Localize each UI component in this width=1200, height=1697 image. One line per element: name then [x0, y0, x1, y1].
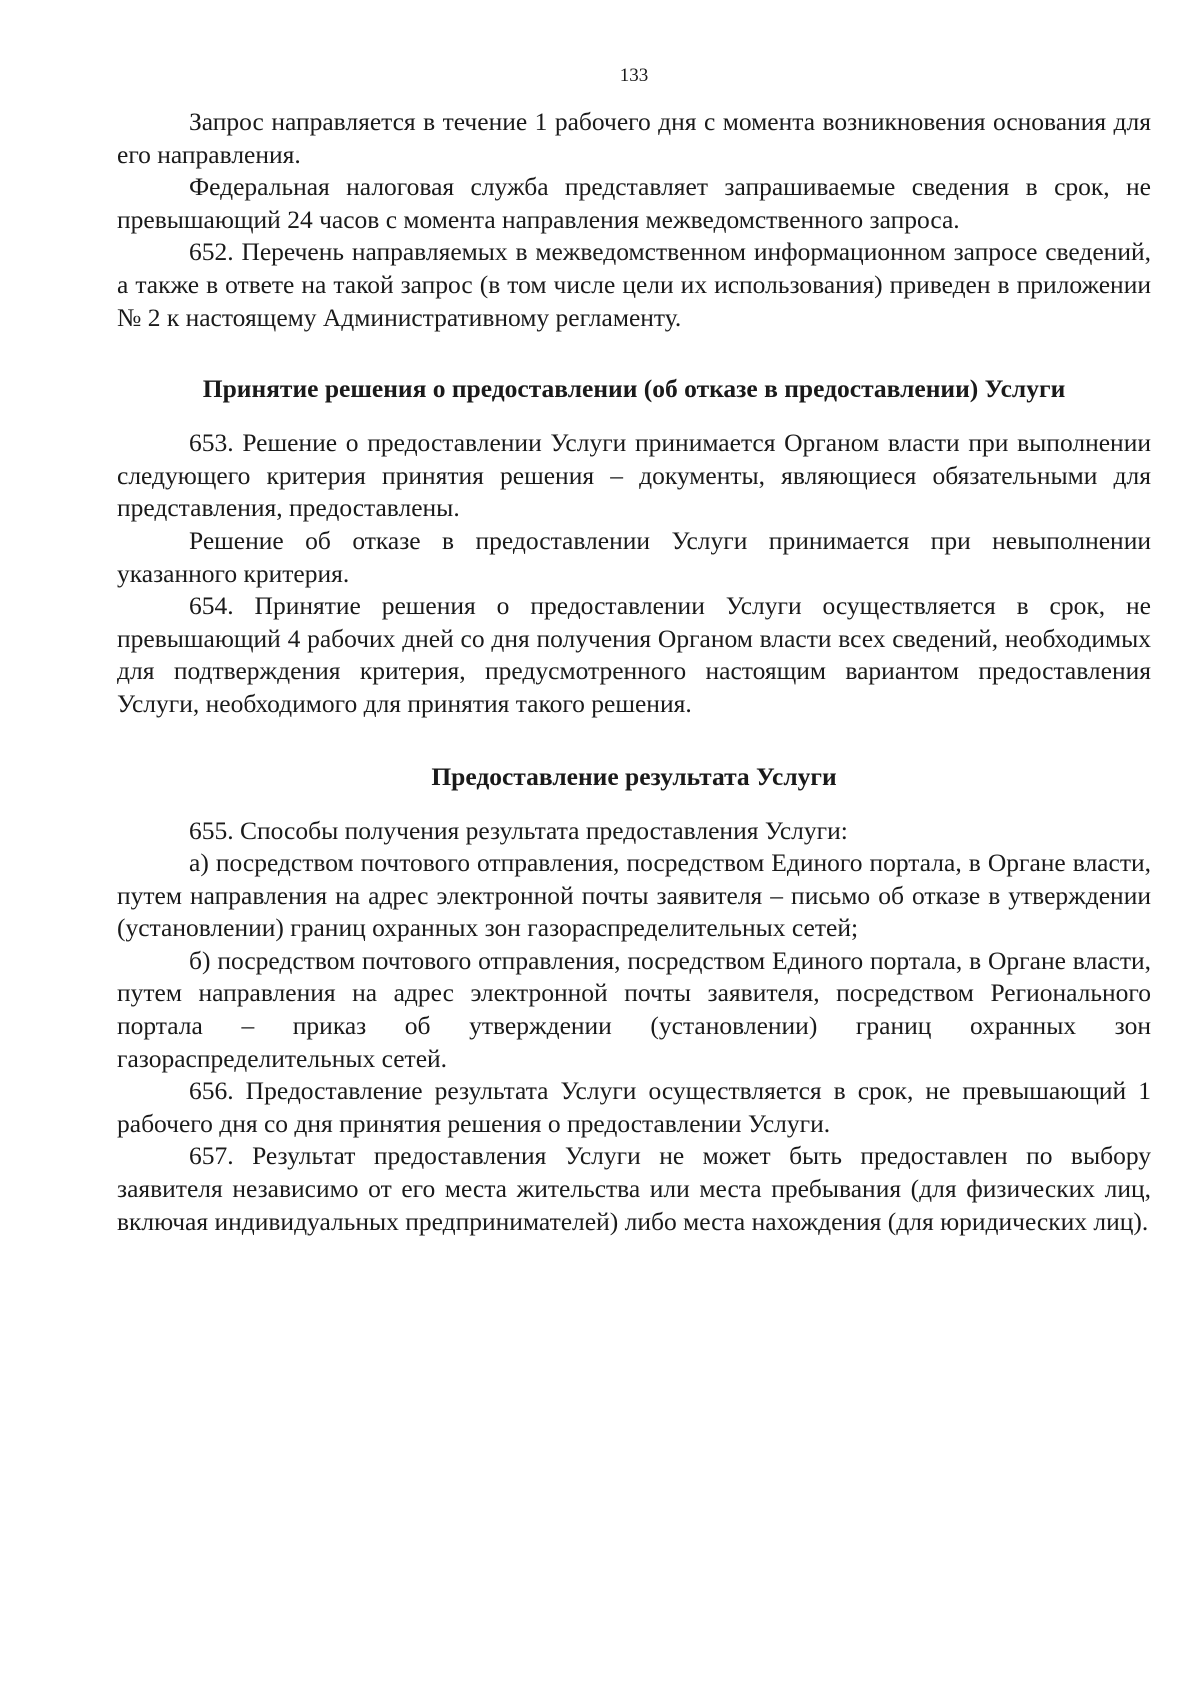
paragraph-refusal-decision: Решение об отказе в предоставлении Услуги принимается при невыполнении указанного критерия.: [117, 525, 1151, 588]
paragraph-657: 657. Результат предоставления Услуги не может быть предоставлен по выбору заявителя независимо от его места жительства или места пребывания (для физических лиц, включая индивидуальных предпринимателей) либо места нахождения (для юридических лиц).: [117, 1141, 1151, 1236]
document-page: [117, 64, 1151, 1238]
paragraph-655-b: б) посредством почтового отправления, посредством Единого портала, в Органе власти, путем направления на адрес электронной почты заявителя, посредством Регионального портала – приказ об утверждении (установлении) границ охранных зон газораспределительных сетей.: [117, 945, 1151, 1073]
paragraph-request-timing: Запрос направляется в течение 1 рабочего дня с момента возникновения основания для его направления.: [117, 107, 1151, 169]
paragraph-655-a: а) посредством почтового отправления, посредством Единого портала, в Органе власти, путем направления на адрес электронной почты заявителя – письмо об отказе в утверждении (установлении) границ охранных зон газораспределительных сетей;: [117, 848, 1151, 943]
section-heading-result: Предоставление результата Услуги: [431, 761, 837, 791]
paragraph-655: 655. Способы получения результата предоставления Услуги:: [189, 815, 848, 845]
paragraph-656: 656. Предоставление результата Услуги осуществляется в срок, не превышающий 1 рабочего дня со дня принятия решения о предоставлении Услуги.: [117, 1076, 1151, 1138]
paragraph-tax-service: Федеральная налоговая служба представляет запрашиваемые сведения в срок, не превышающий 24 часов с момента направления межведомственного запроса.: [117, 172, 1151, 234]
paragraph-652: 652. Перечень направляемых в межведомственном информационном запросе сведений, а также в ответе на такой запрос (в том числе цели их использования) приведен в приложении № 2 к настоящему Административному регламенту.: [117, 237, 1151, 332]
paragraph-653: 653. Решение о предоставлении Услуги принимается Органом власти при выполнении следующего критерия принятия решения – документы, являющиеся обязательными для представления, предоставлены.: [117, 428, 1151, 523]
page-number: 133: [619, 65, 649, 86]
section-heading-decision: Принятие решения о предоставлении (об отказе в предоставлении) Услуги: [202, 374, 1066, 404]
paragraph-654: 654. Принятие решения о предоставлении Услуги осуществляется в срок, не превышающий 4 рабочих дней со дня получения Органом власти всех сведений, необходимых для подтверждения критерия, предусмотренного настоящим вариантом предоставления Услуги, необходимого для принятия такого решения.: [117, 591, 1151, 718]
